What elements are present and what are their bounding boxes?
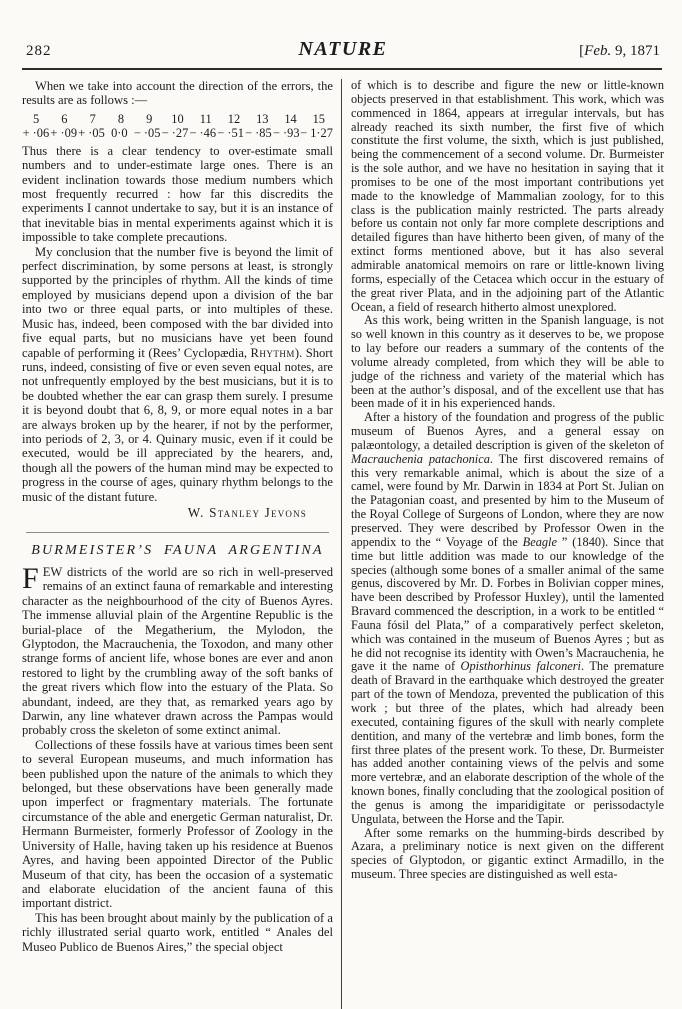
text-run: After some remarks on the humming-birds described by Azara, a preliminary notice is next given on the different species of Glyptodon, or gigantic extinct Armadillo, in the museum. Three species are distinguished as well esta- [351, 825, 664, 882]
text-run: 9, 1871 [611, 43, 660, 59]
section-divider [26, 532, 329, 533]
text-run: As this work, being written in the Spanish language, is not so well known in this country as it deserves to be, we propose to lay before our readers a summary of the contents of the volume already completed, from which they will be able to judge of the richness and variety of the material which has been at the author’s disposal, and of the excellent use that has been made of it in his experienced hands. [351, 313, 664, 411]
left-column [22, 79, 342, 1009]
table-header-cell: 14 [284, 111, 297, 126]
table-row [22, 112, 333, 127]
table-header-cell: 11 [199, 111, 212, 126]
page-header [0, 0, 682, 61]
text-run: ” (1840). Since that time but little addition was made to our knowledge of the species (although some bones of a smaller animal of the same genus, discovered by Mr. D. Forbes in Bolivian copper mines, have been described by Professor Huxley), until the lamented Bravard commenced the description, in a work to be entitled “ Fauna fósil del Plata,” of a comparatively perfect skeleton, which was contained in the museum of Buenos Ayres ; but as he did not recognise its identity with Owen’s Macrauchenia, he gave it the name of [351, 534, 664, 674]
table-row [22, 126, 333, 141]
drop-cap: F [22, 561, 39, 595]
paragraph [22, 79, 333, 108]
text-run: Feb. [584, 43, 612, 59]
journal-title: NATURE [298, 38, 388, 60]
error-results-table [22, 112, 333, 141]
table-header-cell: 9 [146, 111, 153, 126]
table-value-cell: − ·05 [133, 126, 161, 141]
text-run: . The premature death of Bravard in the earthquake which destroyed the greater part of the town of Mendoza, prevented the publication of this work ; but three of the plates, which had already been executed, containing figures of the skull with nearly complete dentition, and many of the vertebræ and limb bones, form the first three plates of the present work. To these, Dr. Burmeister has added another containing views of the pelvis and some more vertebræ, and an elaborate description of the whole of the known bones, finally concluding that the zoological position of the genus is among the imparidigitate or perissodactyle Ungulata, between the Horse and the Tapir. [351, 659, 664, 826]
issue-date [388, 43, 660, 60]
paragraph [22, 738, 333, 911]
text-run: Beagle [522, 534, 557, 549]
table-header-cell: 8 [117, 111, 125, 126]
table-value-cell: − ·46 [189, 126, 217, 141]
paragraph [22, 561, 333, 738]
text-run: [ [579, 43, 585, 59]
page-number: 282 [26, 43, 52, 59]
table-value-cell: − ·51 [217, 126, 244, 141]
text-run: ). Short runs, indeed, consisting of five or even seven equal notes, are not unfrequently employed by the best musicians, but it is to be doubted whether the ear can grasp them surely. I presume it is beyond doubt that 6, 8, 9, or more equal notes in a bar are always broken up by the hearer, if not by the performer, into periods of 2, 3, or 4. Quinary music, even if it could be executed, would be ill appreciated by the hearers, and, though all the powers of the human mind may be expected to progress in the course of ages, quinary rhythm belongs to the music of the distant future. [22, 345, 333, 504]
table-header-cell: 7 [89, 111, 96, 126]
text-run: Collections of these fossils have at various times been sent to several European museums, and much information has been published upon the nature of the animals to which they belonged, but these observations have been generally made upon imperfect or fragmentary materials. The fortunate circumstance of the able and energetic German naturalist, Dr. Hermann Burmeister, formerly Professor of Zoology in the University of Halle, having taken up his residence at Buenos Ayres, and having been appointed Director of the Public Museum of that city, has been the occasion of a systematic and elaborate elucidation of the ancient fauna of this important district. [22, 737, 333, 911]
paragraph [22, 911, 333, 954]
text-run: EW districts of the world are so rich in well-preserved remains of an extinct fauna of remarkable and interesting character as the neighbourhood of the city of Buenos Ayres. The immense alluvial plain of the Argentine Republic is the burial-place of the Megatherium, the Mylodon, the Glyptodon, the Macrauchenia, the Toxodon, and many other strange forms of ancient life, whose bones are ever and anon restored to light by the crumbling away of the soft banks of the great rivers which flow into the estuary of the Plata. So abundant, indeed, are they that, as remarked years ago by Darwin, any line whatever drawn across the Pampas would probably cross the skeleton of some extinct animal. [22, 564, 333, 738]
table-header-cell: 15 [312, 111, 325, 126]
text-run: When we take into account the direction of the errors, the results are as follows :— [22, 79, 333, 108]
paragraph [22, 245, 333, 504]
text-run: This has been brought about mainly by the publication of a richly illustrated serial quarto work, entitled “ Anales del Museo Publico de Buenos Aires,” the special object [22, 910, 333, 954]
table-header-cell: 5 [33, 111, 40, 126]
text-run: Opisthorhinus falconeri [460, 659, 581, 674]
table-value-cell: 0·0 [111, 126, 128, 141]
table-value-cell: − ·85 [245, 126, 272, 141]
paragraph [351, 411, 664, 826]
two-column-body [0, 70, 682, 1009]
table-value-cell: − 1·27 [300, 126, 333, 141]
text-run: After a history of the foundation and progress of the public museum of Buenos Ayres, and a general essay on palæontology, a detailed description is given of the skeleton of [351, 410, 664, 452]
paragraph [351, 314, 664, 411]
text-run: My conclusion that the number five is beyond the limit of perfect discrimination, by some persons at least, is strongly supported by the principles of rhythm. All the kinds of time employed by musicians depend upon a division of the bar into two or three equal parts, or into multiples of these. Music has, indeed, been composed with the bar divided into five equal parts, but no musicians have yet been found capable of performing it (Rees’ Cyclopædia, [22, 244, 333, 360]
paragraph [22, 144, 333, 245]
table-header-cell: 12 [227, 111, 241, 126]
table-value-cell: + ·06 [22, 126, 50, 141]
text-run: . The first discovered remains of this very remarkable animal, which is about the size of a camel, were found by Mr. Darwin in 1834 at Port St. Julian on the Patagonian coast, and presented by him to the Museum of the Royal College of Surgeons of London, where they are now preserved. They were described by Professor Owen in the appendix to the “ Voyage of the [351, 451, 664, 549]
right-column [342, 79, 664, 1009]
table-value-cell: − ·93 [272, 126, 300, 141]
table-value-cell: + ·05 [78, 126, 105, 141]
text-run: Thus there is a clear tendency to over-estimate small numbers and to under-estimate large ones. There is an evident inclination towards those medium numbers which most frequently recurred : how far this discredits the experiments I cannot undertake to say, but it is an instance of that inevitable bias in mental experiments against which it is impossible to take complete precautions. [22, 143, 333, 245]
paragraph [351, 827, 664, 882]
table-value-cell: + ·09 [50, 126, 78, 141]
table-header-cell: 6 [61, 111, 68, 126]
article-title: BURMEISTER’S FAUNA ARGENTINA [31, 542, 324, 558]
paragraph [351, 79, 664, 314]
table-value-cell: − ·27 [161, 126, 189, 141]
text-run: of which is to describe and figure the new or little-known objects preserved in that establishment. This work, which was commenced in 1864, appears at irregular intervals, but has already reached its sixth number, the first five of which constitute the first volume, the sixth, which is just published, being the commencement of a second volume. Dr. Burmeister is the sole author, and we have no hesitation in saying that it promises to be one of the most important contributions yet made to the knowledge of Mammalian zoology, for to this class is the publication mainly restricted. The parts already before us contain not only far more complete descriptions and detailed figures than have hitherto been given, of many of the extinct forms mentioned above, but it has also several admirable anatomical memoirs on rare or little-known living forms, especially of the Cetacea which occur in the estuary of the great river Plata, and in the adjoining part of the Atlantic Ocean, a field of research hitherto almost unexplored. [351, 78, 664, 314]
table-header-cell: 10 [171, 111, 184, 126]
text-run: Macrauchenia patachonica [351, 451, 490, 466]
author-signature: W. Stanley Jevons [187, 504, 307, 520]
table-header-cell: 13 [256, 111, 269, 126]
text-run: Rhythm [250, 345, 295, 360]
